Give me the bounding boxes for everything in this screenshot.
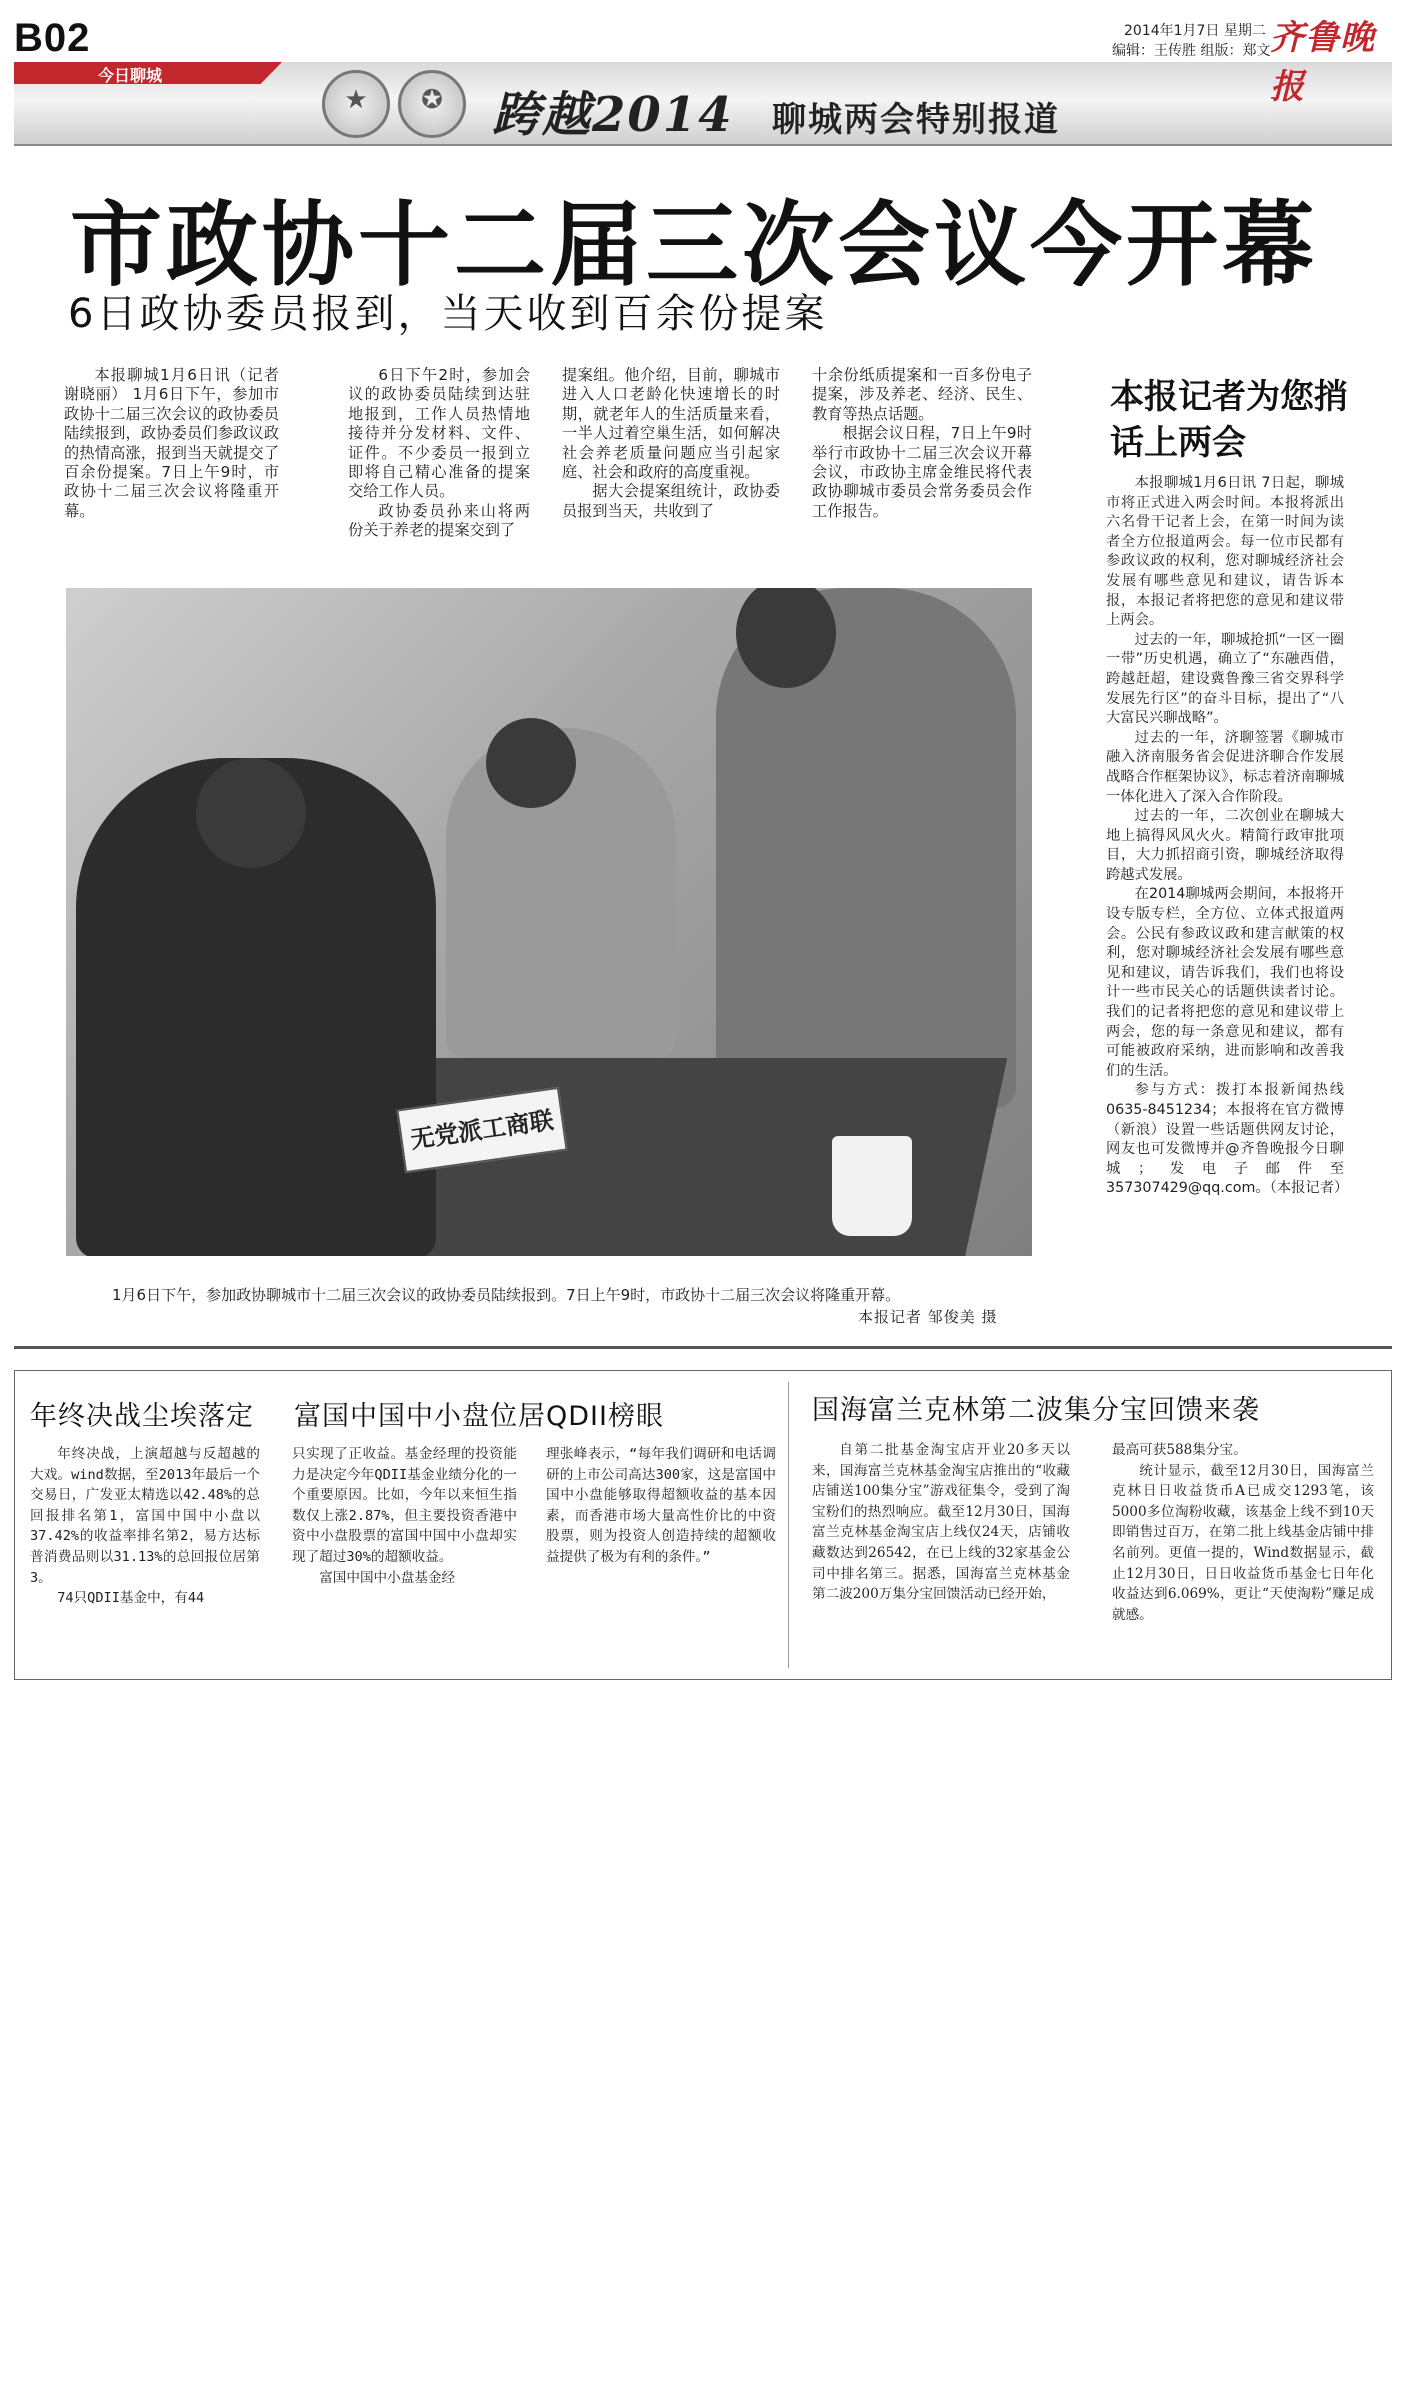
photo-cup <box>832 1136 912 1236</box>
photo-credit: 本报记者 邹俊美 摄 <box>858 1308 998 1326</box>
paragraph: 年终决战，上演超越与反超越的大戏。wind数据，至2013年最后一个交易日，广发亚太精选以42.48%的总回报排名第1，富国中国中小盘以37.42%的收益率排名第2，易方达标普消费品则以31.13%的总回报位居第3。 <box>30 1446 260 1586</box>
paragraph: 提案组。他介绍，目前，聊城市进入人口老龄化快速增长的时期，就老年人的生活质量来看，一半人过着空巢生活，如何解决社会养老质量问题应当引起家庭、社会和政府的高度重视。 <box>562 366 780 482</box>
paragraph: 本报聊城1月6日讯（记者 谢晓丽） 1月6日下午，参加市政协十二届三次会议的政协委员陆续报到，政协委员们参政议政的热情高涨，报到当天就提交了百余份提案。7日上午9时，市政协十二届三次会议将隆重开幕。 <box>64 366 279 520</box>
paragraph: 参与方式：拨打本报新闻热线0635-8451234；本报将在官方微博（新浪）设置一些话题供网友讨论，网友也可发微博并@齐鲁晚报今日聊城；发电子邮件至357307429@qq.com。（本报记者） <box>1106 1082 1349 1197</box>
paragraph: 本报聊城1月6日讯 7日起，聊城市将正式进入两会时间。本报将派出六名骨干记者上会，在第一时间为读者全方位报道两会。每一位市民都有参政议政的权利，您对聊城经济社会发展有哪些意见和建议，请告诉本报，本报记者将把您的意见和建议带上两会。 <box>1106 475 1344 629</box>
photo-caption: 1月6日下午，参加政协聊城市十二届三次会议的政协委员陆续报到。7日上午9时，市政协十二届三次会议将隆重开幕。 <box>112 1286 901 1304</box>
finance-column-5 <box>1112 1440 1374 1625</box>
paragraph: 理张峰表示，“每年我们调研和电话调研的上市公司高达300家，这是富国中国中小盘能够取得超额收益的基本因素，而香港市场大量高性价比的中资股票，则为投资人创造持续的超额收益提供了极为有利的条件。” <box>546 1446 776 1565</box>
paragraph: 过去的一年，聊城抢抓“一区一圈一带”历史机遇，确立了“东融西借，跨越赶超，建设冀鲁豫三省交界科学发展先行区”的奋斗目标，提出了“八大富民兴聊战略”。 <box>1106 631 1344 727</box>
finance-column-2 <box>292 1444 517 1588</box>
banner-title: 跨越2014 <box>492 87 734 143</box>
paragraph: 政协委员孙来山将两份关于养老的提案交到了 <box>348 501 530 540</box>
paragraph: 只实现了正收益。基金经理的投资能力是决定今年QDII基金业绩分化的一个重要原因。比如，今年以来恒生指数仅上涨2.87%，但主要投资香港中资中小盘股票的富国中国中小盘却实现了超过30%的超额收益。 <box>292 1446 517 1565</box>
paragraph: 最高可获588集分宝。 <box>1112 1442 1247 1458</box>
photo-sign-text: 无党派工商联 <box>408 1106 556 1154</box>
finance-headline-1: 年终决战尘埃落定 <box>30 1401 254 1432</box>
article-subheadline: 6日政协委员报到，当天收到百余份提案 <box>68 291 828 337</box>
paragraph: 自第二批基金淘宝店开业20多天以来，国海富兰克林基金淘宝店推出的“收藏店铺送100集分宝”游戏征集令，受到了淘宝粉们的热烈响应。截至12月30日，国海富兰克林基金淘宝店上线仅24天，店铺收藏数达到26542，在已上线的32家基金公司中排名第三。据悉，国海富兰克林基金第二波200万集分宝回馈活动已经开始， <box>812 1442 1070 1603</box>
cppcc-emblem-icon: ✪ <box>398 70 466 138</box>
paragraph: 过去的一年，济聊签署《聊城市融入济南服务省会促进济聊合作发展战略合作框架协议》，标志着济南聊城一体化进入了深入合作阶段。 <box>1106 729 1344 805</box>
page-number: B02 <box>14 16 91 60</box>
finance-divider <box>788 1382 789 1668</box>
finance-headline-3: 国海富兰克林第二波集分宝回馈来袭 <box>812 1395 1260 1426</box>
finance-headline-2: 富国中国中小盘位居QDII榜眼 <box>294 1401 664 1432</box>
paragraph: 统计显示，截至12月30日，国海富兰克林日日收益货币A已成交1293笔，该5000多位淘粉收藏，该基金上线不到10天即销售过百万，在第二批上线基金店铺中排名前列。更值一提的，Wind数据显示，截止12月30日，日日收益货币基金七日年化收益达到6.069%，更让“天使淘粉”赚足成就感。 <box>1112 1462 1374 1623</box>
article-column-1 <box>64 366 279 521</box>
section-label: 今日聊城 <box>98 66 163 85</box>
banner-subtitle: 聊城两会特别报道 <box>772 100 1060 140</box>
article-column-3 <box>562 366 780 521</box>
national-emblem-icon: ★ <box>322 70 390 138</box>
section-divider <box>14 1346 1392 1349</box>
masthead-logo: 齐鲁晚报 <box>1270 18 1375 107</box>
photo-head <box>486 718 576 808</box>
paragraph: 在2014聊城两会期间，本报将开设专版专栏，全方位、立体式报道两会。公民有参政议政和建言献策的权利，您对聊城经济社会发展有哪些意见和建议，请告诉我们，我们也将设计一些市民关心的话题供读者讨论。我们的记者将把您的意见和建议带上两会，您的每一条意见和建议，都有可能被政府采纳，进而影响和改善我们的生活。 <box>1106 886 1344 1079</box>
article-headline: 市政协十二届三次会议今开幕 <box>70 191 1319 299</box>
paragraph: 根据会议日程，7日上午9时举行市政协十二届三次会议开幕会议，市政协主席金维民将代表政协聊城市委员会常务委员会作工作报告。 <box>812 424 1032 520</box>
finance-column-4 <box>812 1440 1070 1605</box>
sidebar-body <box>1106 474 1349 1199</box>
photo-head <box>196 758 306 868</box>
finance-column-1 <box>30 1444 260 1609</box>
paragraph: 74只QDII基金中，有44 <box>57 1590 205 1607</box>
article-column-2 <box>348 366 530 541</box>
paragraph: 十余份纸质提案和一百多份电子提案，涉及养老、经济、民生、教育等热点话题。 <box>812 366 1032 423</box>
finance-column-3 <box>546 1444 776 1568</box>
news-photo <box>66 588 1032 1256</box>
editor-credit: 编辑：王传胜 组版：郑文 <box>1112 43 1271 59</box>
paragraph: 6日下午2时，参加会议的政协委员陆续到达驻地报到，工作人员热情地接待并分发材料、文件、证件。不少委员一报到立即将自己精心准备的提案交给工作人员。 <box>348 366 530 501</box>
paragraph: 过去的一年，二次创业在聊城大地上搞得风风火火。精简行政审批项目，大力抓招商引资，聊城经济取得跨越式发展。 <box>1106 808 1344 883</box>
article-column-4 <box>812 366 1032 521</box>
paragraph: 据大会提案组统计，政协委员报到当天，共收到了 <box>562 482 780 520</box>
sidebar-title: 本报记者为您捎话上两会 <box>1110 377 1348 463</box>
issue-date: 2014年1月7日 星期二 <box>1124 23 1266 39</box>
paragraph: 富国中国中小盘基金经 <box>319 1569 456 1586</box>
